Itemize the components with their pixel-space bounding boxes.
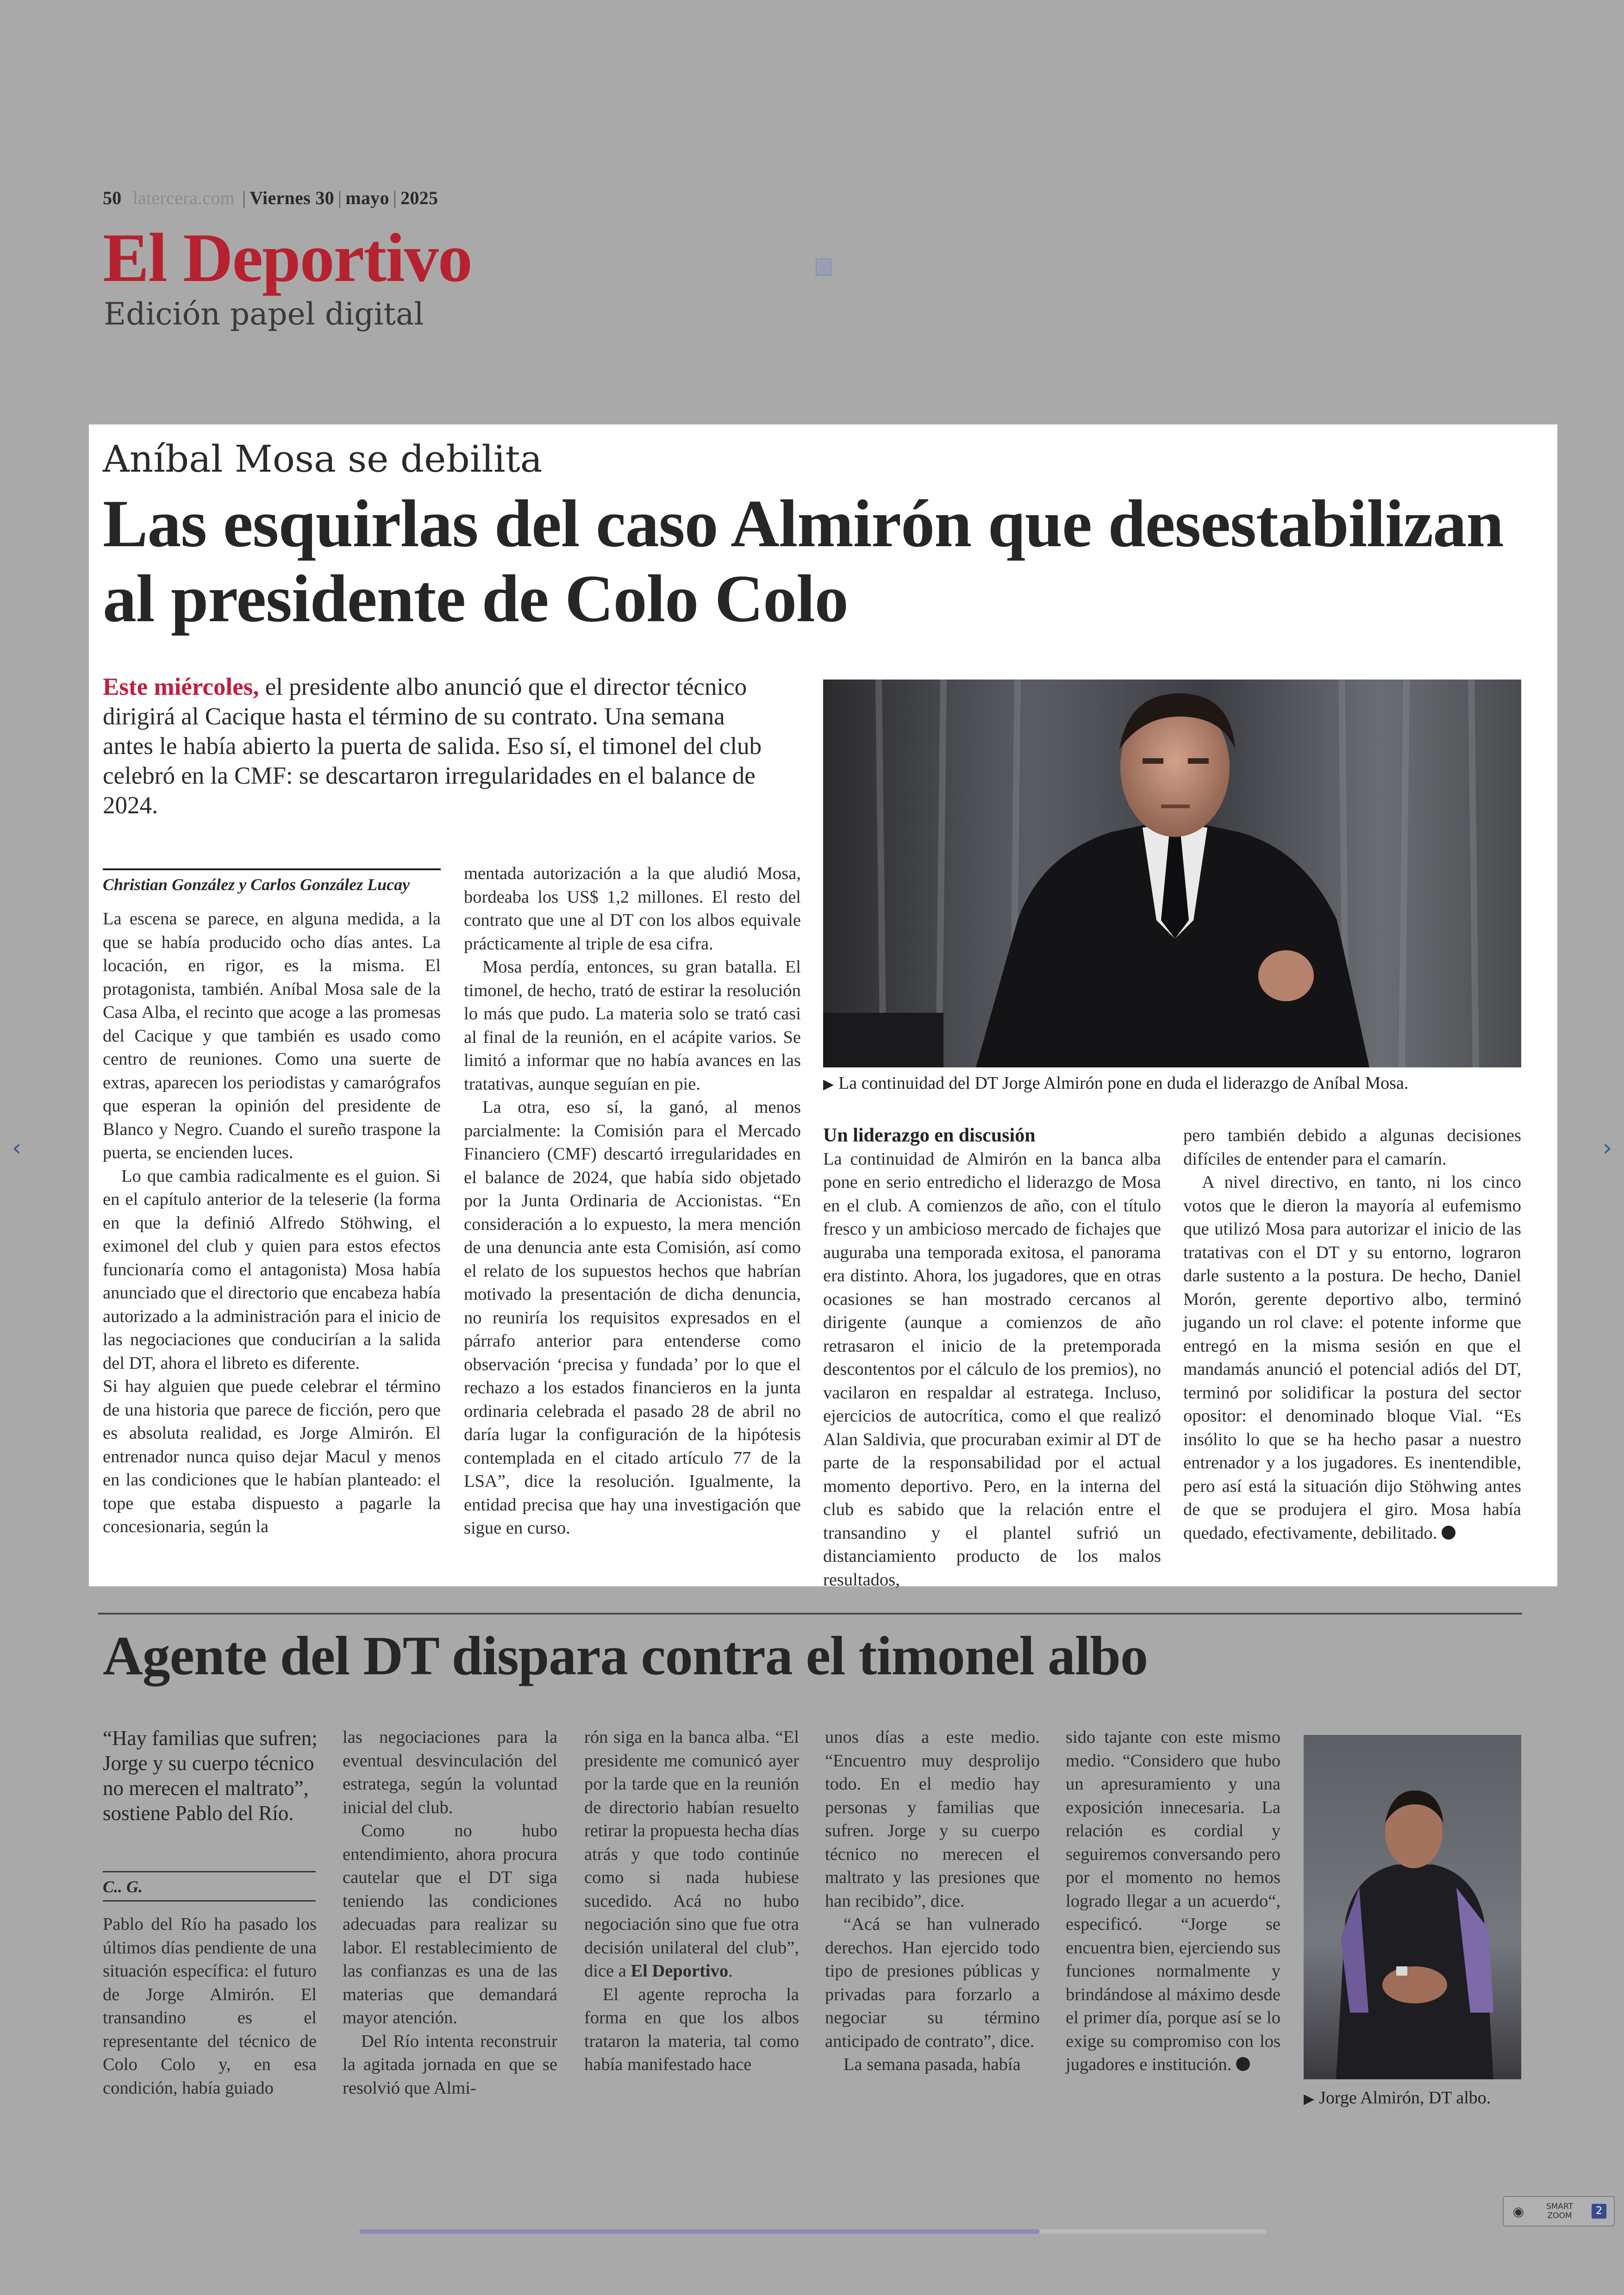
paragraph: mentada autorización a la que aludió Mosa, bordeaba los US$ 1,2 millones. El resto del contrato que une al DT con los albos equivale prácticamente al triple de esa cifra. [464,864,801,954]
date-day: Viernes 30 [250,187,334,208]
paragraph: las negociaciones para la eventual desvinculación del estratega, según la voluntad inicial del club. [343,1727,557,1817]
article2-column-3 [584,1726,799,2077]
article-column-1 [103,907,441,1539]
site-name: latercera.com [132,187,235,208]
paragraph: pero también debido a algunas decisiones difíciles de entender para el camarín. [1183,1126,1521,1169]
caption-arrow-icon: ▶ [1304,2091,1315,2107]
date-year: 2025 [400,187,438,208]
photo-illustration [1304,1735,1521,2079]
article2-column-2 [343,1726,557,2100]
photo-caption: ▶ La continuidad del DT Jorge Almirón pone en duda el liderazgo de Aníbal Mosa. [823,1073,1409,1093]
paragraph: rón siga en la banca alba. “El presidente me comunicó ayer por la tarde que en la reunión de directorio habían resuelto retirar la propuesta hecha días atrás y que todo continúe como si nada hubiese sucedido. Acá no hubo negociación sino que fue otra decisión unilateral del club”, dice a El Deportivo. [584,1727,799,1981]
paragraph: Mosa perdía, entonces, su gran batalla. El timonel, de hecho, trató de estirar la resolución lo más que pudo. La materia solo se trató casi al final de la reunión, en el acápite varios. Se limitó a informar que no había avances en las tratativas, aunque seguían en pie. [464,957,801,1094]
prev-page-icon[interactable]: ‹ [12,1134,22,1162]
page-progress-bar[interactable] [359,2229,1267,2234]
article-subhead: Un liderazgo en discusión [823,1125,1036,1146]
article-column-4 [1183,1124,1521,1545]
paragraph: La continuidad de Almirón en la banca alba pone en serio entredicho el liderazgo de Mosa en el club. A comienzos de año, con el título fresco y un ambicioso mercado de fichajes que auguraba una temporada exitosa, el panorama era distinto. Ahora, los jugadores, que en otras ocasiones se han mostrado cercanos al dirigente (aunque a comienzos de año retrasaron el inicio de la pretemporada descontentos por el cálculo de los premios), no vacilaron en respaldar al estratega. Incluso, ejercicios de autocrítica, como el que realizó Alan Saldivia, que procuraban eximir al DT de parte de la responsabilidad por el actual momento deportivo. Pero, en la interna del club es sabido que la relación entre el transandino y el plantel sufrió un distanciamiento producto de los malos resultados, [823,1149,1161,1590]
section-divider [98,1613,1522,1615]
caption-arrow-icon: ▶ [823,1076,834,1092]
paragraph: Pablo del Río ha pasado los últimos días pendiente de una situación específica: el futuro de Jorge Almirón. El transandino es el representante del técnico de Colo Colo y, en esa condición, había guiado [103,1915,317,2098]
end-mark-icon [1442,1526,1455,1540]
eye-icon: ◉ [1512,2203,1524,2219]
next-page-icon[interactable]: › [1602,1134,1612,1162]
article2-pullquote: “Hay familias que sufren; Jorge y su cuerpo técnico no merecen el maltrato”, sostiene Pablo del Río. [103,1727,318,1825]
article-column-3 [823,1124,1161,1591]
lede-highlight: Este miércoles, [103,674,259,700]
brand-logo: El Deportivo [103,219,472,296]
article-kicker: Aníbal Mosa se debilita [103,437,543,480]
edition-label: Edición papel digital [104,296,424,332]
paragraph: A nivel directivo, en tanto, ni los cinco votos que le dieron la mayoría al eufemismo que utilizó Mosa para autorizar el inicio de las tratativas con el DT y su entorno, lograron darle sustento a la postura. De hecho, Daniel Morón, gerente deportivo albo, terminó jugando un rol clave: el potente informe que entregó en la misma sesión en que el mandamás anunció el potencial adiós del DT, terminó por solidificar la postura del sector opositor: el denominado bloque Vial. “Es insólito lo que se ha hecho pasar a nuestro entrenador y a los jugadores. Es inentendible, pero así está la situación dijo Stöhwing antes de que se produjera el giro. Mosa había quedado, efectivamente, debilitado. [1183,1172,1521,1543]
page-meta: 50 latercera.com | Viernes 30 | mayo | 2025 [103,187,438,208]
paragraph: La escena se parece, en alguna medida, a la que se había producido ocho días antes. La locación, en rigor, es la misma. El protagonista, también. Aníbal Mosa sale de la Casa Alba, el recinto que acoge a las promesas del Cacique y que también es usado como centro de reuniones. Como una suerte de extras, aparecen los periodistas y camarógrafos que esperan la opinión del presidente de Blanco y Negro. Cuando el sureño traspone la puerta, se encienden luces. [103,909,441,1162]
article2-column-5 [1066,1726,1280,2077]
article2-column-4 [825,1726,1040,2077]
article-byline: Christian González y Carlos González Lucay [103,868,441,894]
article-column-2 [464,862,801,1540]
article-headline: Las esquirlas del caso Almirón que desestabilizan al presidente de Colo Colo [103,486,1504,636]
paragraph: Del Río intenta reconstruir la agitada jornada en que se resolvió que Almi- [343,2031,557,2098]
smart-zoom-badge: 2 [1592,2204,1606,2219]
paragraph: “Acá se han vulnerado derechos. Han ejercido todo tipo de presiones públicas y privadas para forzarlo a negociar su término anticipado de contrato”, dice. [825,1915,1040,2051]
article2-photo-almiron [1304,1735,1521,2079]
smart-zoom-label: SMART ZOOM [1546,2202,1574,2220]
page-progress-fill [359,2229,1040,2234]
paragraph: unos días a este medio. “Encuentro muy desprolijo todo. En el medio hay personas y familias que sufren. Jorge y su cuerpo técnico no merecen el maltrato y las presiones que han recibido”, dice. [825,1727,1040,1911]
page-number: 50 [103,187,122,208]
paragraph: sido tajante con este mismo medio. “Considero que hubo un apresuramiento y una exposición innecesaria. La relación es cordial y seguiremos conversando pero por el momento no hemos logrado llegar a un acuerdo“, especificó. “Jorge se encuentra bien, ejerciendo sus funciones normalmente y brindándose al máximo desde el primer día, porque así se lo exige su compromiso con los jugadores e institución. [1066,1727,1280,2074]
annotation-marker[interactable] [816,258,831,276]
separator: | [242,187,246,208]
paragraph: Como no hubo entendimiento, ahora procura cautelar que el DT siga teniendo las condiciones adecuadas para realizar su labor. El restablecimiento de las confianzas es una de las materias que demandará mayor atención. [343,1821,557,2027]
publication-name: El Deportivo [631,1961,729,1981]
article-photo-mosa [823,680,1521,1067]
smart-zoom-button[interactable] [1503,2196,1615,2226]
paragraph: Si hay alguien que puede celebrar el término de una historia que parece de ficción, pero que es absoluta realidad, es Jorge Almirón. El entrenador nunca quiso dejar Macul y menos en las condiciones que le habían planteado: el tope que estaba dispuesto a pagarle la concesionaria, según la [103,1377,441,1536]
article2-headline: Agente del DT dispara contra el timonel albo [103,1625,1148,1686]
article2-column-1 [103,1913,317,2100]
photo-illustration [823,680,1521,1067]
paragraph: La otra, eso sí, la ganó, al menos parcialmente: la Comisión para el Mercado Financiero (CMF) descartó irregularidades en el balance de 2024, que había sido objetado por la Junta Ordinaria de Accionistas. “En consideración a lo expuesto, la mera mención de una denuncia ante esta Comisión, así como el relato de los supuestos hechos que habrían motivado la presentación de dicha denuncia, no reuniría los requisitos expresados en el párrafo anterior para entenderse como observación ‘precisa y fundada’ por lo que el rechazo a los estados financieros en la junta ordinaria celebrada el pasado 28 de abril no daría lugar la configuración de la hipótesis contemplada en el citado artículo 77 de la LSA”, dice la resolución. Igualmente, la entidad precisa que hay una investigación que sigue en curso. [464,1098,801,1538]
article2-photo-caption: ▶ Jorge Almirón, DT albo. [1304,2088,1491,2108]
lede-text: el presidente albo anunció que el director técnico dirigirá al Cacique hasta el término de su contrato. Una semana antes le había abierto la puerta de salida. Eso sí, el timonel del club celebró en la CMF: se descartaron irregularidades en el balance de 2024. [103,674,762,819]
article-lede [103,672,769,820]
paragraph: El agente reprocha la forma en que los albos trataron la materia, tal como había manifestado hace [584,1984,799,2074]
article2-byline: C.. G. [103,1871,316,1902]
date-month: mayo [345,187,389,208]
paragraph: Lo que cambia radicalmente es el guion. Si en el capítulo anterior de la teleserie (la forma en que la definió Alfredo Stöhwing, el eximonel del club y quien para estos efectos funcionaría como el antagonista) Mosa había anunciado que el directorio que encabeza había autorizado a la administración para el inicio de las negociaciones que conducirían a la salida del DT, ahora el libreto es diferente. [103,1166,441,1373]
paragraph: La semana pasada, había [843,2055,1021,2074]
end-mark-icon [1236,2057,1250,2071]
